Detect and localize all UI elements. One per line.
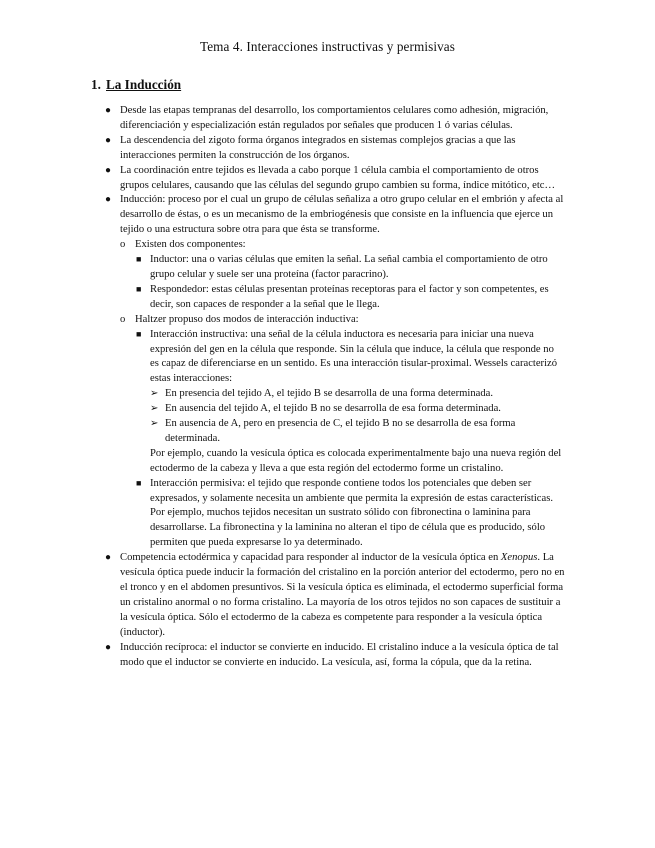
list-item-text: Competencia ectodérmica y capacidad para responder al inductor de la vesícula óptica en [120,552,499,564]
example-paragraph: Por ejemplo, cuando la vesícula óptica es colocada experimentalmente bajo una nueva región del ectodermo de la cabeza y lleva a que esta región del ectodermo forme un cristalino. [150,447,562,474]
bullet-dot-icon: ● [105,134,112,146]
sub-sub-list [135,328,565,552]
sub-sub-list-item [135,328,565,477]
sub-sub-list-item [135,253,565,283]
sub-list-item [120,313,565,552]
sub-list-item-text: Existen dos componentes: [135,239,246,251]
sub-sub-list-item-text: Interacción permisiva: el tejido que responde contiene todos los potenciales que deben ser expresados, y solamente necesita un ambiente que permita la expresión de estas características. [150,477,553,504]
list-item [105,641,565,671]
example-paragraph: Por ejemplo, muchos tejidos necesitan un sustrato sólido con fibronectina o laminina para desarrollarse. La fibronectina y la laminina no alteran el tipo de célula que es producido, sólo permiten que pueda expresarse lo ya determinado. [150,507,546,549]
sub-list-item [120,238,565,313]
list-item [105,104,565,134]
list-item [105,193,565,551]
list-item-text: La coordinación entre tejidos es llevada a cabo porque 1 célula cambia el comportamiento de otros grupos celulares, causando que las células del segundo grupo cambien su forma, índice mitótico, etc… [120,164,556,191]
bullet-circle-icon: o [120,239,126,251]
section-heading [91,77,181,93]
arrow-list-item [150,417,565,447]
arrow-list [150,387,565,447]
bullet-square-icon: ■ [136,328,142,339]
arrow-list-item [150,387,565,402]
list-item [105,134,565,164]
sub-sub-list-item [135,477,565,552]
sub-sub-list-item [135,283,565,313]
bullet-dot-icon: ● [105,552,112,564]
arrow-list-item-text: En ausencia de A, pero en presencia de C, el tejido B no se desarrolla de esa forma determinada. [165,418,516,444]
bullet-dot-icon: ● [105,194,112,206]
section-body [105,104,565,670]
list-item [105,164,565,194]
arrow-list-item [150,402,565,417]
sub-sub-list-item-text: Interacción instructiva: una señal de la célula inductora es necesaria para iniciar una nueva expresión del gen en la célula que responde. Sin la célula que induce, la célula que responde no es capaz de diferenciarse en un sentido. Es una interacción tisular-proximal. Wessels caracterizó estas interacciones: [150,328,558,385]
list-item-text-cont: . La vesícula óptica puede inducir la formación del cristalino en la porción anterior del ectodermo, pero no en el tronco y en el abdomen presuntivos. Si la vesícula óptica es eliminada, el ectodermo superficial forma un cristalino anormal o no forma cristalino. La mayoría de los otros tejidos no son capaces de sustituir a la vesícula óptica. Sólo el ectodermo de la cabeza es competente para responder a la vesícula óptica (inductor). [120,552,565,638]
list-item-text: Inducción: proceso por el cual un grupo de células señaliza a otro grupo celular en el embrión y afecta al desarrollo de éstas, o es un mecanismo de la embriogénesis que consiste en la influencia que ejerce un tejido o una estructura sobre otra para que ésta se transforme. [120,194,564,236]
arrow-bullet-icon: ➢ [150,418,159,430]
bullet-dot-icon: ● [105,641,112,653]
sub-list-item-text: Haltzer propuso dos modos de interacción inductiva: [135,313,359,325]
bullet-list [105,104,565,670]
list-item [105,551,565,640]
bullet-square-icon: ■ [136,283,142,294]
sub-sub-list-item-text: Inductor: una o varias células que emiten la señal. La señal cambia el comportamiento de otro grupo celular y suele ser una proteína (factor paracrino). [150,254,548,280]
bullet-square-icon: ■ [136,477,142,488]
arrow-list-item-text: En presencia del tejido A, el tejido B se desarrolla de una forma determinada. [165,388,493,400]
arrow-bullet-icon: ➢ [150,388,159,400]
sub-sub-list-item-text: Respondedor: estas células presentan proteínas receptoras para el factor y son competentes, es decir, son capaces de responder a la señal que le llega. [150,283,549,310]
list-item-text: La descendencia del zigoto forma órganos integrados en sistemas complejos gracias a que las interacciones permiten la construcción de los órganos. [120,134,516,161]
document-title: Tema 4. Interacciones instructivas y permisivas [200,39,455,54]
sub-list [120,238,565,551]
bullet-circle-icon: o [120,313,126,325]
arrow-list-item-text: En ausencia del tejido A, el tejido B no se desarrolla de esa forma determinada. [165,403,501,415]
section-number: 1. [91,77,101,92]
section-title: La Inducción [106,77,182,92]
arrow-bullet-icon: ➢ [150,403,159,415]
list-item-text: Desde las etapas tempranas del desarrollo, los comportamientos celulares como adhesión, migración, diferenciación y especialización están regulados por señales que producen 1 ó varias células. [120,105,549,131]
sub-sub-list [135,253,565,313]
list-item-text: Inducción recíproca: el inductor se convierte en inducido. El cristalino induce a la vesícula óptica de tal modo que el inductor se convierte en inducido. La vesícula, así, forma la cópula, que da la retina. [120,641,559,668]
bullet-dot-icon: ● [105,164,112,176]
bullet-dot-icon: ● [105,105,112,116]
species-name: Xenopus [500,552,538,564]
bullet-square-icon: ■ [136,254,142,265]
